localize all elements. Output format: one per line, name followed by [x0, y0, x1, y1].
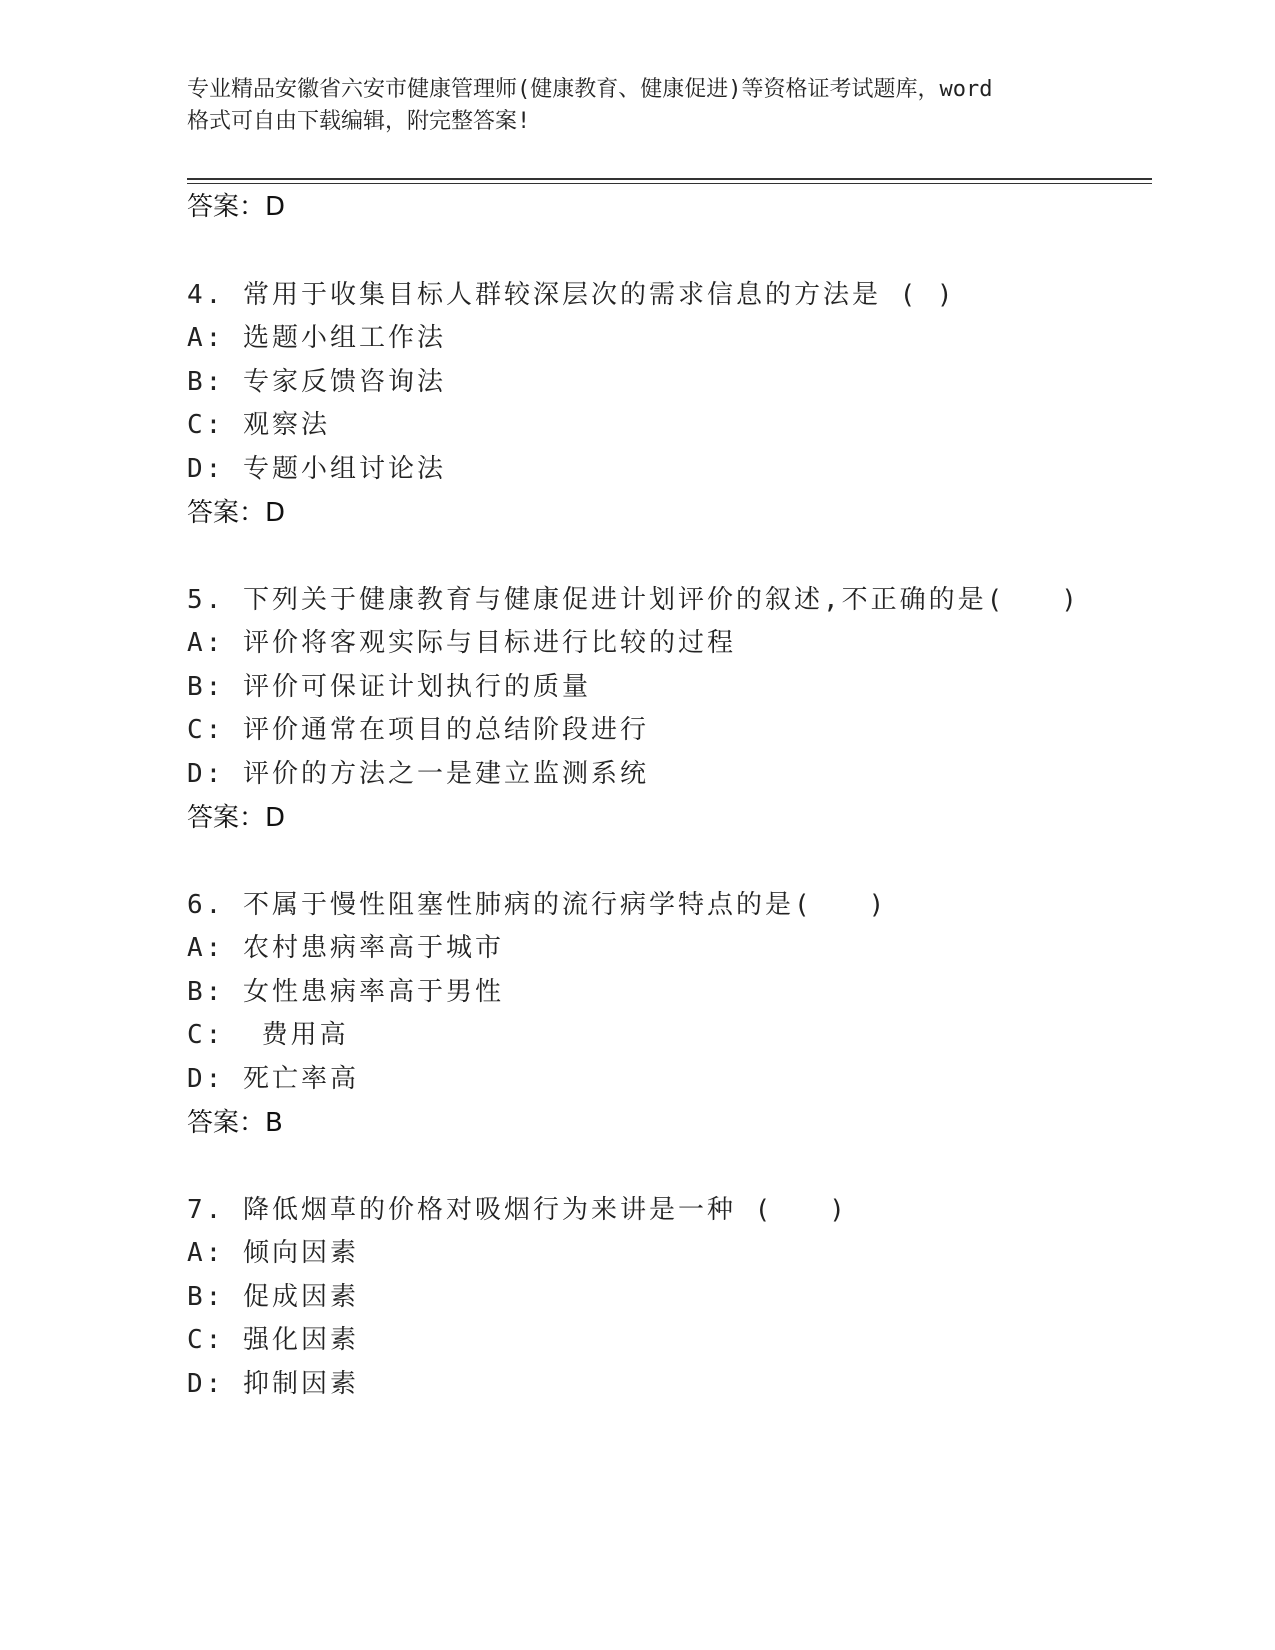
header-divider-thick — [187, 178, 1152, 180]
header-divider-thin — [187, 183, 1152, 184]
question-4-stem: 4. 常用于收集目标人群较深层次的需求信息的方法是 ( ) — [187, 280, 956, 310]
question-5-option-c: C: 评价通常在项目的总结阶段进行 — [187, 715, 649, 745]
question-5-option-b: B: 评价可保证计划执行的质量 — [187, 672, 591, 702]
question-5-option-d: D: 评价的方法之一是建立监测系统 — [187, 759, 649, 789]
document-header — [187, 74, 1087, 138]
question-4-option-b: B: 专家反馈咨询法 — [187, 367, 446, 397]
question-7-stem: 7. 降低烟草的价格对吸烟行为来讲是一种 ( ) — [187, 1195, 848, 1225]
question-6-option-d: D: 死亡率高 — [187, 1064, 359, 1094]
question-7-option-c: C: 强化因素 — [187, 1325, 359, 1355]
question-4-answer: 答案：D — [187, 498, 286, 528]
question-6-option-a: A: 农村患病率高于城市 — [187, 933, 504, 963]
question-4-option-a: A: 选题小组工作法 — [187, 323, 446, 353]
question-6-answer: 答案：B — [187, 1108, 283, 1138]
question-7-option-b: B: 促成因素 — [187, 1282, 359, 1312]
question-6-option-b: B: 女性患病率高于男性 — [187, 977, 504, 1007]
question-7-option-a: A: 倾向因素 — [187, 1238, 359, 1268]
header-line-1: 专业精品安徽省六安市健康管理师(健康教育、健康促进)等资格证考试题库，word — [187, 77, 993, 102]
question-5-option-a: A: 评价将客观实际与目标进行比较的过程 — [187, 628, 736, 658]
question-6-option-c: C: 费用高 — [187, 1020, 349, 1050]
question-5-stem: 5. 下列关于健康教育与健康促进计划评价的叙述,不正确的是( ) — [187, 585, 1080, 615]
question-5-answer: 答案：D — [187, 803, 286, 833]
previous-answer: 答案：D — [187, 192, 286, 222]
question-7-option-d: D: 抑制因素 — [187, 1369, 359, 1399]
question-4-option-d: D: 专题小组讨论法 — [187, 454, 446, 484]
question-6-stem: 6. 不属于慢性阻塞性肺病的流行病学特点的是( ) — [187, 890, 888, 920]
question-4-option-c: C: 观察法 — [187, 410, 330, 440]
header-line-2: 格式可自由下载编辑，附完整答案! — [187, 109, 531, 134]
